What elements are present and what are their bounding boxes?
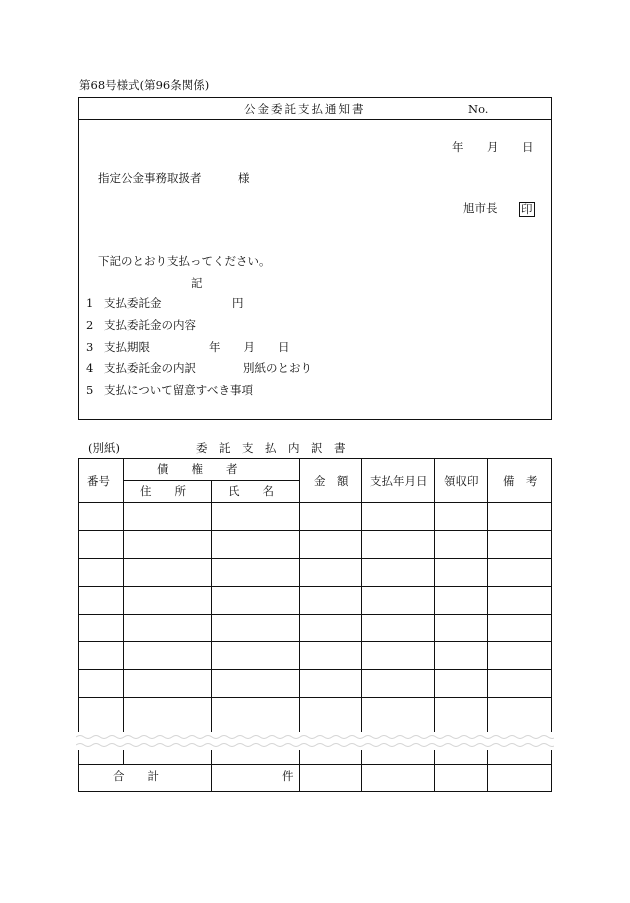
form-title: 公金委託支払通知書	[244, 102, 366, 116]
row-line	[79, 669, 551, 670]
date-year: 年	[452, 140, 464, 154]
header-pay-date: 支払年月日	[370, 474, 428, 488]
row-line	[79, 530, 551, 531]
item-1-value: 円	[232, 296, 244, 310]
item-5-number: 5	[86, 383, 94, 397]
item-3-value: 年 月 日	[209, 340, 290, 354]
footer-total-label: 合 計	[113, 769, 159, 783]
header-address: 住 所	[140, 484, 186, 498]
footer-count-unit: 件	[282, 769, 294, 783]
honorific: 様	[238, 171, 250, 185]
item-4-number: 4	[86, 361, 94, 375]
column-line	[123, 459, 124, 764]
ki-label: 記	[191, 276, 203, 290]
header-amount: 金 額	[314, 474, 349, 488]
row-line	[79, 558, 551, 559]
row-line	[79, 641, 551, 642]
request-text: 下記のとおり支払ってください。	[98, 254, 271, 268]
row-line	[79, 697, 551, 698]
date-month: 月	[487, 140, 499, 154]
header-bottom-line	[79, 502, 551, 503]
item-4-value: 別紙のとおり	[243, 361, 312, 375]
item-1-label: 支払委託金	[104, 296, 162, 310]
header-name: 氏 名	[228, 484, 274, 498]
item-1-number: 1	[86, 296, 94, 310]
total-row-line	[79, 764, 551, 765]
header-number: 番号	[87, 474, 110, 488]
form-number: 第68号様式(第96条関係)	[79, 78, 210, 92]
seal-mark: 印	[521, 202, 533, 216]
row-line	[79, 614, 551, 615]
row-line	[79, 586, 551, 587]
item-2-number: 2	[86, 318, 94, 332]
issuer: 旭市長	[463, 201, 498, 215]
header-remarks: 備 考	[503, 474, 538, 488]
item-3-label: 支払期限	[104, 340, 150, 354]
addressee: 指定公金事務取扱者	[98, 171, 202, 185]
item-4-label: 支払委託金の内訳	[104, 361, 196, 375]
title-divider	[79, 119, 551, 120]
number-label: No.	[468, 102, 489, 116]
header-receipt-seal: 領収印	[444, 474, 479, 488]
attachment-label: (別紙)	[88, 441, 120, 455]
attachment-title: 委 託 支 払 内 訳 書	[196, 441, 346, 455]
header-creditor: 債 権 者	[157, 462, 238, 476]
item-2-label: 支払委託金の内容	[104, 318, 196, 332]
table-break-wave	[76, 732, 554, 750]
date-day: 日	[522, 140, 534, 154]
item-5-label: 支払について留意すべき事項	[104, 383, 254, 397]
item-3-number: 3	[86, 340, 94, 354]
